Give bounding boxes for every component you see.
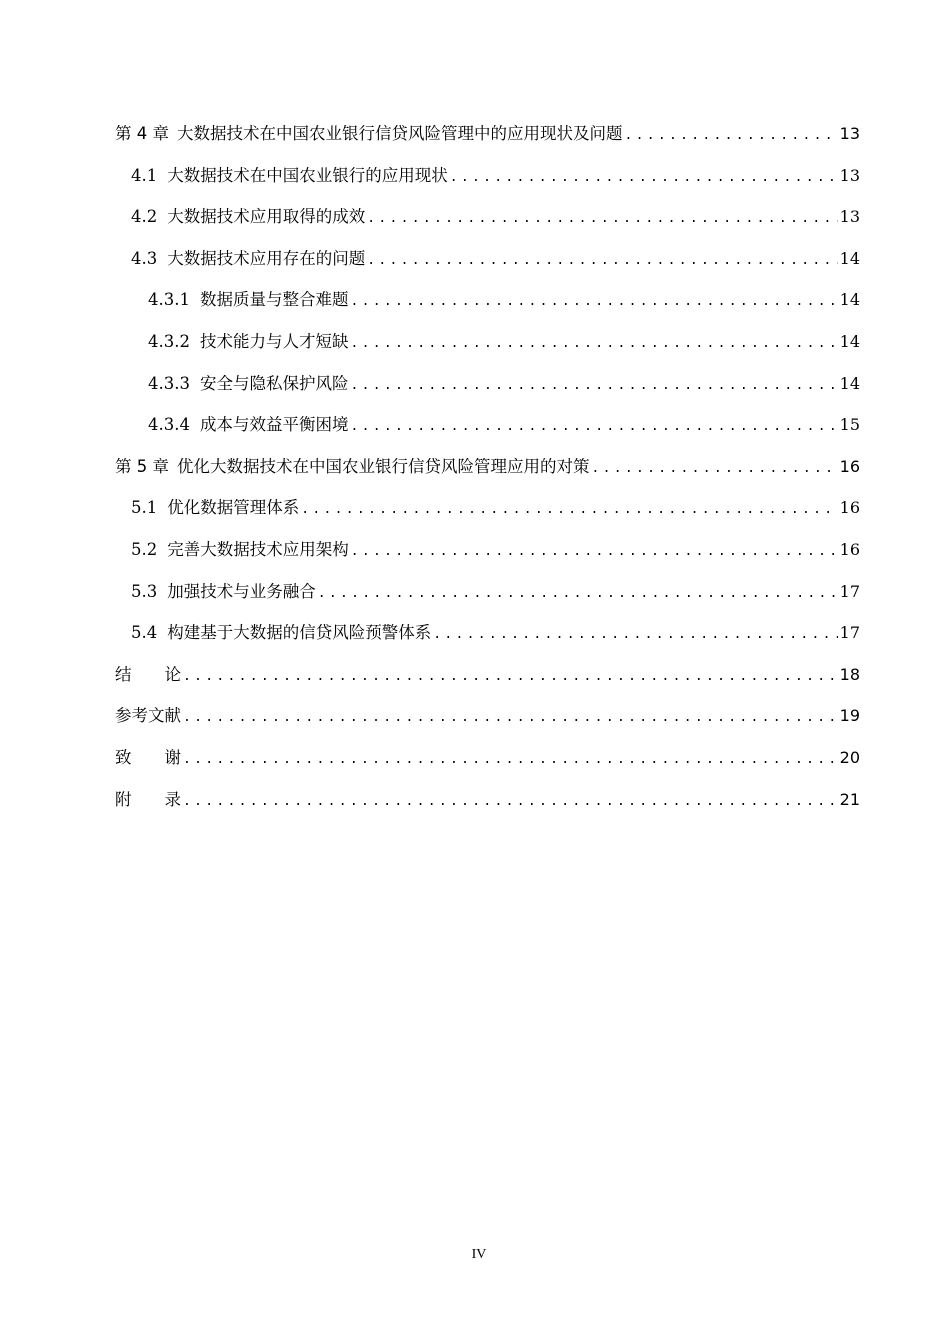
dot-leader xyxy=(350,323,837,365)
toc-entry-4-3-1[interactable] xyxy=(115,279,860,321)
dot-leader xyxy=(183,656,838,698)
toc-entry-page: 20 xyxy=(839,747,860,767)
dot-leader xyxy=(183,697,838,739)
dot-leader xyxy=(301,489,837,531)
toc-entry-title: 安全与隐私保护风险 xyxy=(199,373,349,393)
toc-entry-4-3-2[interactable] xyxy=(115,321,860,363)
toc-entry-number: 第 5 章 xyxy=(115,456,169,476)
toc-entry-number: 4.3 xyxy=(131,248,158,268)
toc-entry-page: 19 xyxy=(839,706,860,726)
toc-entry-page: 14 xyxy=(839,290,860,310)
toc-entry-number: 5.2 xyxy=(131,539,158,559)
toc-entry-references[interactable] xyxy=(115,695,860,737)
toc-entry-page: 14 xyxy=(839,373,860,393)
toc-entry-title: 数据质量与整合难题 xyxy=(199,290,349,310)
dot-leader xyxy=(450,157,838,199)
dot-leader xyxy=(433,614,837,656)
toc-entry-number: 5.1 xyxy=(131,498,158,518)
toc-entry-title: 大数据技术在中国农业银行信贷风险管理中的应用现状及问题 xyxy=(177,124,623,143)
dot-leader xyxy=(350,365,837,407)
toc-entry-title: 技术能力与人才短缺 xyxy=(199,331,349,351)
toc-entry-title: 优化数据管理体系 xyxy=(167,498,300,518)
dot-leader xyxy=(183,739,838,781)
toc-entry-number: 5.4 xyxy=(131,623,158,643)
toc-entry-chapter-5[interactable] xyxy=(115,446,860,488)
toc-entry-title: 加强技术与业务融合 xyxy=(167,581,316,601)
toc-entry-appendix[interactable] xyxy=(115,779,860,821)
toc-entry-number: 4.3.1 xyxy=(148,290,190,310)
toc-entry-page: 14 xyxy=(839,331,860,351)
toc-entry-page: 17 xyxy=(839,623,860,643)
toc-entry-page: 13 xyxy=(839,124,860,143)
toc-entry-title: 大数据技术在中国农业银行的应用现状 xyxy=(167,165,448,185)
toc-entry-title: 参考文献 xyxy=(115,706,181,726)
toc-entry-number: 4.3.3 xyxy=(148,373,190,393)
toc-entry-page: 16 xyxy=(839,456,860,476)
toc-entry-4-2[interactable] xyxy=(115,196,860,238)
toc-entry-title: 构建基于大数据的信贷风险预警体系 xyxy=(167,623,432,643)
toc-entry-page: 18 xyxy=(839,664,860,684)
toc-entry-number: 第 4 章 xyxy=(115,124,169,143)
toc-entry-number: 5.3 xyxy=(131,581,158,601)
toc-entry-chapter-4[interactable] xyxy=(115,113,860,155)
table-of-contents xyxy=(115,113,860,820)
dot-leader xyxy=(183,781,838,823)
toc-entry-4-1[interactable] xyxy=(115,155,860,197)
dot-leader xyxy=(367,240,837,282)
toc-entry-page: 13 xyxy=(839,165,860,185)
toc-entry-page: 16 xyxy=(839,539,860,559)
toc-entry-title: 大数据技术应用存在的问题 xyxy=(167,248,366,268)
toc-entry-page: 17 xyxy=(839,581,860,601)
toc-entry-title: 致 谢 xyxy=(115,747,181,767)
dot-leader xyxy=(350,406,837,448)
dot-leader xyxy=(625,115,838,157)
toc-entry-title: 完善大数据技术应用架构 xyxy=(167,539,349,559)
toc-entry-number: 4.2 xyxy=(131,207,158,227)
dot-leader xyxy=(318,573,838,615)
toc-entry-acknowledgements[interactable] xyxy=(115,737,860,779)
toc-entry-5-3[interactable] xyxy=(115,571,860,613)
toc-entry-4-3-4[interactable] xyxy=(115,404,860,446)
toc-entry-title: 大数据技术应用取得的成效 xyxy=(167,207,366,227)
toc-entry-page: 15 xyxy=(839,415,860,435)
toc-entry-number: 4.3.4 xyxy=(148,415,190,435)
toc-entry-page: 21 xyxy=(839,789,860,809)
toc-entry-5-4[interactable] xyxy=(115,612,860,654)
toc-entry-5-1[interactable] xyxy=(115,487,860,529)
toc-entry-4-3[interactable] xyxy=(115,238,860,280)
toc-entry-title: 结 论 xyxy=(115,664,181,684)
toc-entry-page: 14 xyxy=(839,248,860,268)
toc-entry-number: 4.1 xyxy=(131,165,158,185)
toc-entry-title: 优化大数据技术在中国农业银行信贷风险管理应用的对策 xyxy=(177,456,590,476)
toc-entry-4-3-3[interactable] xyxy=(115,363,860,405)
toc-entry-5-2[interactable] xyxy=(115,529,860,571)
toc-entry-conclusion[interactable] xyxy=(115,654,860,696)
dot-leader xyxy=(367,198,837,240)
dot-leader xyxy=(592,448,838,490)
toc-entry-title: 附 录 xyxy=(115,789,181,809)
toc-entry-page: 16 xyxy=(839,498,860,518)
toc-entry-title: 成本与效益平衡困境 xyxy=(199,415,349,435)
dot-leader xyxy=(350,281,837,323)
toc-entry-number: 4.3.2 xyxy=(148,331,190,351)
dot-leader xyxy=(351,531,838,573)
toc-entry-page: 13 xyxy=(839,207,860,227)
page-number: IV xyxy=(471,1247,487,1262)
